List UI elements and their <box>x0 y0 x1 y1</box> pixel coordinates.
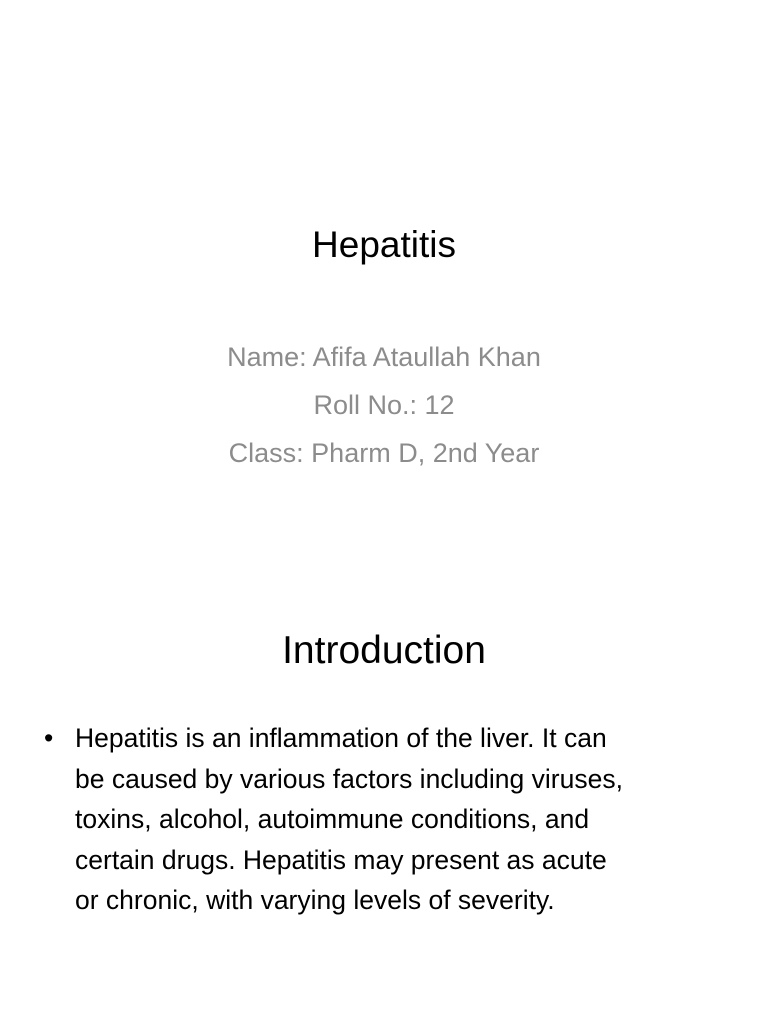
bullet-list <box>44 718 744 921</box>
bullet-text <box>75 718 623 921</box>
bullet-item <box>44 718 744 921</box>
roll-number: Roll No.: 12 <box>313 390 455 420</box>
class-info: Class: Pharm D, 2nd Year <box>228 438 540 468</box>
slide-title: Hepatitis <box>312 224 456 265</box>
bullet-line: be caused by various factors including viruses, <box>75 763 623 794</box>
bullet-line: Hepatitis is an inflammation of the liver. It can <box>75 723 607 753</box>
bullet-icon: • <box>44 723 54 753</box>
bullet-line: toxins, alcohol, autoimmune conditions, and <box>75 804 590 834</box>
slide-subtitle <box>0 333 768 477</box>
bullet-line: certain drugs. Hepatitis may present as acute <box>75 844 607 875</box>
introduction-slide <box>0 512 768 1024</box>
slide-title: Introduction <box>282 629 486 672</box>
student-name: Name: Afifa Ataullah Khan <box>227 342 541 372</box>
bullet-line: or chronic, with varying levels of severity. <box>75 885 555 915</box>
